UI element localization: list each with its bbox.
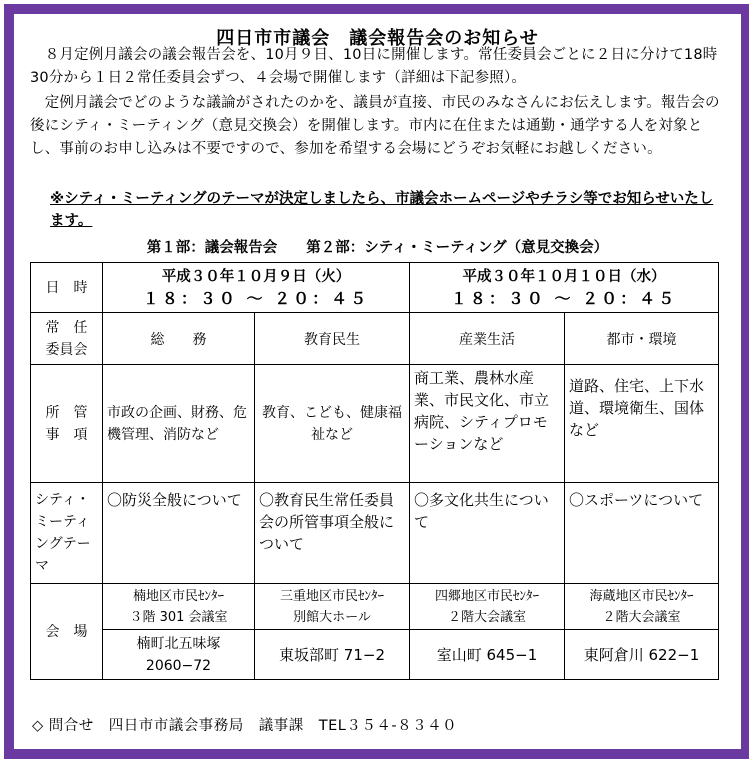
jurisdiction-cell: 道路、住宅、上下水道、環境衛生、国体など: [565, 365, 719, 483]
program-parts: 第１部：議会報告会 第２部：シティ・ミーティング（意見交換会）: [146, 240, 609, 256]
day2-date: 平成３０年１０月１０日（水）: [462, 268, 666, 285]
meeting-label: シティ・ミーティングテーマ: [31, 483, 103, 584]
table-row-address: [31, 630, 719, 680]
committee-label: 常 任 委員会: [31, 313, 103, 365]
table-row-venue: [31, 584, 719, 630]
venue-cell: [103, 584, 255, 630]
date-label: 日 時: [31, 263, 103, 313]
meeting-cell: 〇教育民生常任委員会の所管事項全般について: [255, 483, 410, 584]
venue-address: 室山町 645−1: [410, 630, 565, 680]
table-row-meeting: [31, 483, 719, 584]
venue-name: 海蔵地区市民ｾﾝﾀｰ: [589, 588, 694, 604]
venue-name: 四郷地区市民ｾﾝﾀｰ: [434, 588, 539, 604]
meeting-cell: 〇多文化共生について: [410, 483, 565, 584]
venue-room: ２階大会議室: [447, 609, 526, 625]
committee-cell: 教育民生: [255, 313, 410, 365]
table-row-jurisdiction: [31, 365, 719, 483]
venue-cell: [255, 584, 410, 630]
day2-time: １８：３０ ～ ２０：４５: [450, 288, 678, 308]
venue-label: 会 場: [31, 584, 103, 680]
day2-cell: [410, 263, 719, 313]
jurisdiction-cell: 教育、こども、健康福祉など: [255, 365, 410, 483]
jurisdiction-cell: 市政の企画、財務、危機管理、消防など: [103, 365, 255, 483]
schedule-table: [30, 262, 719, 680]
table-row-date: [31, 263, 719, 313]
venue-room: ２階大会議室: [602, 609, 681, 625]
table-row-committee: [31, 313, 719, 365]
meeting-cell: 〇スポーツについて: [565, 483, 719, 584]
committee-cell: 総 務: [103, 313, 255, 365]
day1-time: １８：３０ ～ ２０：４５: [142, 288, 370, 308]
jurisdiction-label: 所 管 事 項: [31, 365, 103, 483]
venue-cell: [565, 584, 719, 630]
day1-cell: [103, 263, 410, 313]
committee-cell: 産業生活: [410, 313, 565, 365]
theme-notice: ※シティ・ミーティングのテーマが決定しましたら、市議会ホームページやチラシ等でお知らせいたします。: [50, 191, 714, 229]
description-paragraph: 定例月議会でどのような議論がされたのかを、議員が直接、市民のみなさんにお伝えします。報告会の後にシティ・ミーティング（意見交換会）を開催します。市内に在住または通勤・通学する人を対象とし、事前のお申し込みは不要ですので、参加を希望する会場にどうぞお気軽にお越しください。: [30, 95, 720, 157]
venue-address: 楠町北五味塚 2060−72: [103, 630, 255, 680]
venue-room: 別館大ホール: [293, 609, 371, 625]
venue-address: 東阿倉川 622−1: [565, 630, 719, 680]
notice-content: [14, 14, 741, 749]
venue-name: 楠地区市民ｾﾝﾀｰ: [132, 588, 224, 604]
venue-name: 三重地区市民ｾﾝﾀｰ: [279, 588, 384, 604]
venue-room: ３階 301 会議室: [129, 609, 228, 625]
committee-cell: 都市・環境: [565, 313, 719, 365]
venue-cell: [410, 584, 565, 630]
intro-paragraph: ８月定例月議会の議会報告会を、10月９日、10日に開催します。常任委員会ごとに２日に分けて18時30分から１日２常任委員会ずつ、４会場で開催します（詳細は下記参照）。: [30, 47, 718, 86]
contact-info: ◇ 問合せ 四日市市議会事務局 議事課 TEL３５４-８３４０: [32, 718, 458, 734]
venue-address: 東坂部町 71−2: [255, 630, 410, 680]
meeting-cell: 〇防災全般について: [103, 483, 255, 584]
page-title: 四日市市議会 議会報告会のお知らせ: [216, 28, 539, 49]
jurisdiction-cell: 商工業、農林水産業、市民文化、市立病院、シティプロモーションなど: [410, 365, 565, 483]
day1-date: 平成３０年１０月９日（火）: [161, 268, 351, 285]
